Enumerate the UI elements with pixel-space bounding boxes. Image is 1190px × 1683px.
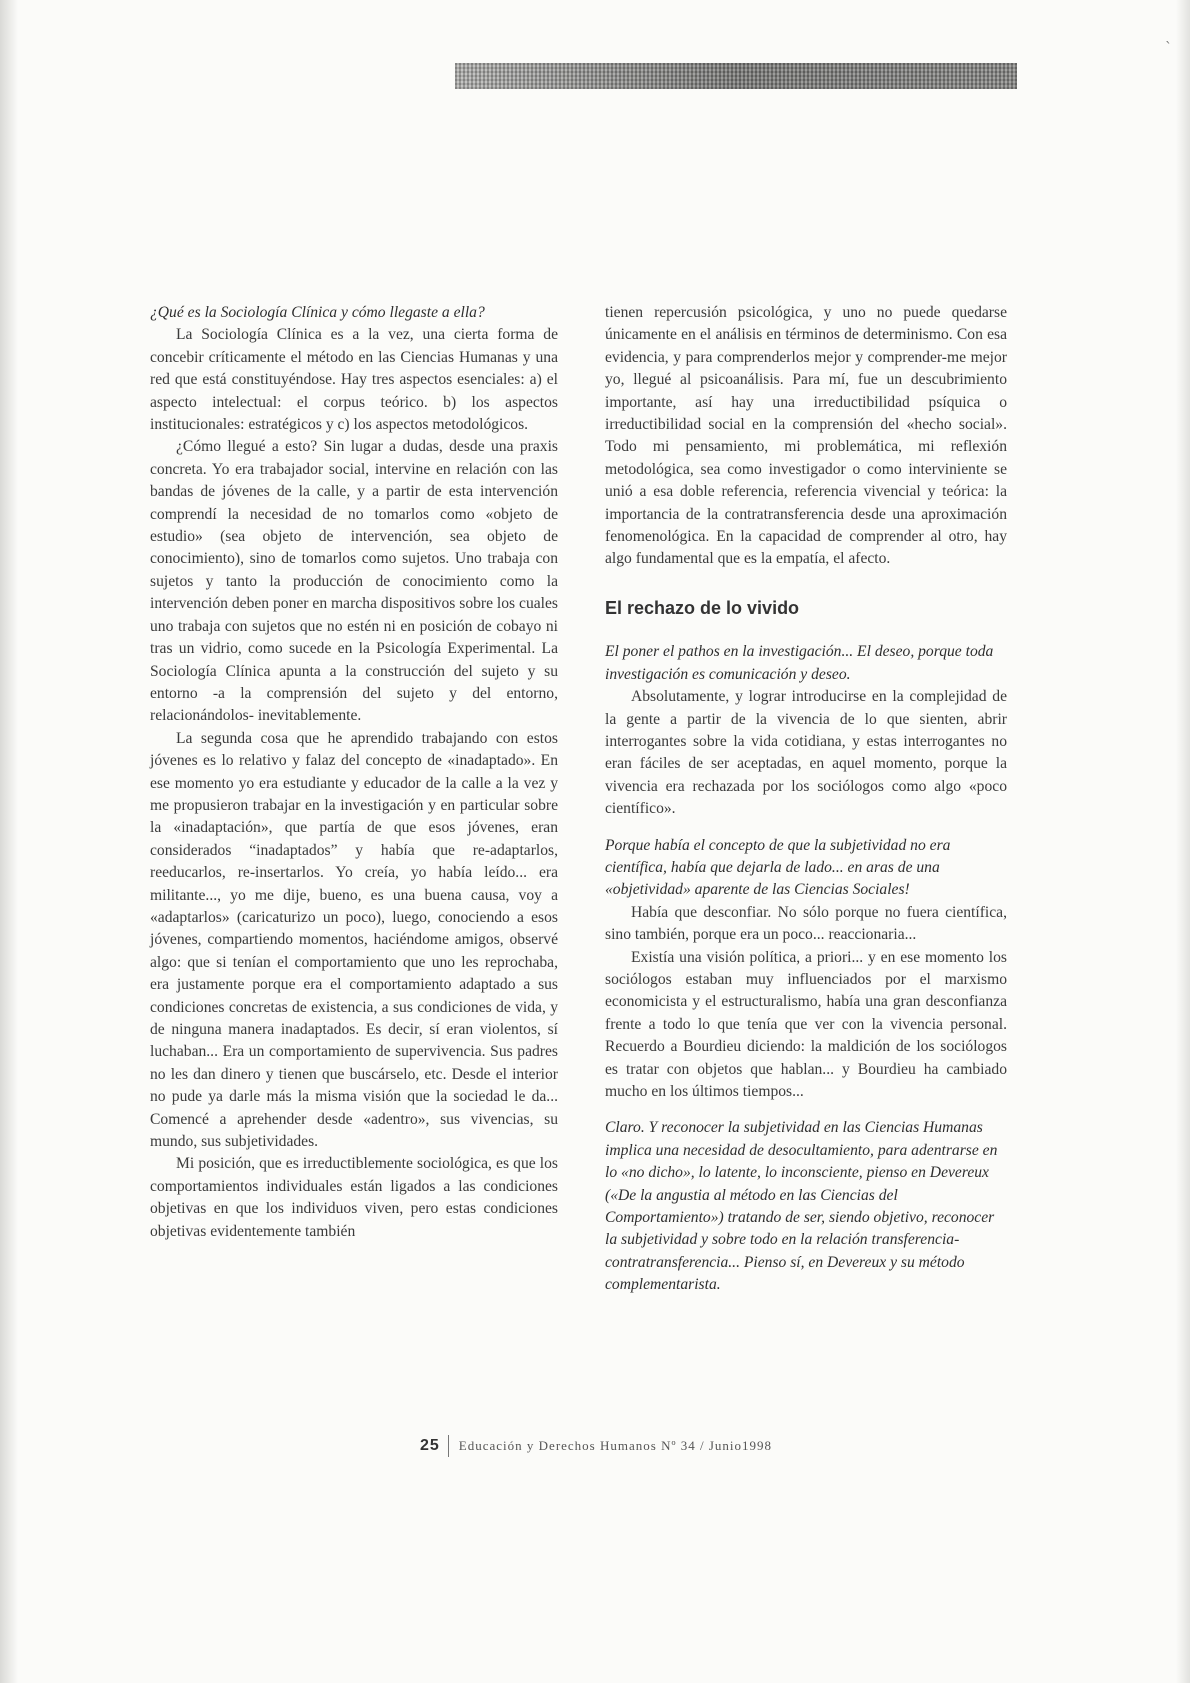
footer-divider (448, 1435, 449, 1457)
paragraph-continued: tienen repercusión psicológica, y uno no puede quedarse únicamente en el análisis en términos de determinismo. Con esa evidencia, y para comprenderlos mejor y comprender-me mejor yo, llegué al psicoanálisis. Para mí, fue un descubrimiento importante, así hay una irreductibilidad psíquica o irreductibilidad social en la comprensión del «hecho social». Todo mi pensamiento, mi problemática, mi reflexión metodológica, sea como investigador o como interviniente se unió a esa doble referencia, referencia vivencial y teórica: la importancia de la contratransferencia desde una aproximación fenomenológica. En la capacidad de comprender al otro, hay algo fundamental que es la empatía, el afecto. (605, 304, 1007, 568)
paragraph: Absolutamente, y lograr introducirse en la complejidad de la gente a partir de la vivencia de lo que sienten, abrir interrogantes sobre la vida cotidiana, y estas interrogantes no eran fáciles de ser aceptadas, en aquel momento, porque la vivencia era rechazada por los sociólogos como algo «poco científico». (605, 688, 1007, 818)
question: El poner el pathos en la investigación... El deseo, porque toda investigación es comunicación y deseo. (605, 643, 994, 683)
paragraph: Existía una visión política, a priori... y en ese momento los sociólogos estaban muy influenciados por el marxismo economicista y el estructuralismo, había una gran desconfianza frente a todo lo que tenía que ver con la vivencia personal. Recuerdo a Bourdieu diciendo: la maldición de los sociólogos es tratar con objetos que hablan... y Bourdieu ha cambiado mucho en los últimos tiempos... (605, 948, 1007, 1100)
page-number: 25 (420, 1437, 440, 1454)
left-column (150, 302, 558, 1243)
page-edge-shadow (1176, 0, 1190, 1683)
binding-shadow (0, 0, 18, 1683)
paragraph: La segunda cosa que he aprendido trabajando con estos jóvenes es lo relativo y falaz del concepto de «inadaptado». En ese momento yo era estudiante y educador de la calle a la vez y me propusieron trabajar en la investigación y en particular sobre la «inadaptación», que partía de que esos jóvenes, eran considerados “inadaptados” y había que re-adaptarlos, reeducarlos, re-insertarlos. Yo creía, yo había leído... era militante..., yo me dije, bueno, es una buena causa, voy a «adaptarlos» (caricaturizo un poco), luego, conociendo a esos jóvenes, compartiendo momentos, haciéndome amigos, observé algo: que si tenían el comportamiento que uno les reprochaba, era justamente porque era el comportamiento adaptado a sus condiciones concretas de existencia, a sus condiciones de vida, y de ninguna manera inadaptados. Es decir, sí eran violentos, sí luchaban... Era un comportamiento de supervivencia. Sus padres no les dan dinero y tienen que buscárselo, etc. Desde el interior no pude ya darle más la misma visión que la sociedad le da... Comencé a aprehender desde «adentro», sus vivencias, su mundo, sus subjetividades. (150, 729, 558, 1151)
paragraph: Mi posición, que es irreductiblemente sociológica, es que los comportamientos individuales están ligados a las condiciones objetivas en que los individuos viven, pero estas condiciones objetivas evidentemente también (150, 1155, 558, 1240)
paragraph: La Sociología Clínica es a la vez, una cierta forma de concebir críticamente el método en las Ciencias Humanas y una red que está constituyéndose. Hay tres aspectos esenciales: a) el aspecto intelectual: el corpus teórico. b) los aspectos institucionales: estratégicos y c) los aspectos metodológicos. (150, 326, 558, 434)
page-footer (420, 1435, 772, 1457)
spacer (605, 1103, 1007, 1117)
spacer (605, 821, 1007, 835)
section-heading: El rechazo de lo vivido (605, 597, 800, 618)
paragraph: Había que desconfiar. No sólo porque no fuera científica, sino también, porque era un poco... reaccionaria... (605, 903, 1007, 944)
right-column (605, 302, 1007, 1297)
question: Claro. Y reconocer la subjetividad en las Ciencias Humanas implica una necesidad de desocultamiento, para adentrarse en lo «no dicho», lo latente, lo inconsciente, pienso en Devereux («De la angustia al método en las Ciencias del Comportamiento») tratando de ser, siendo objetivo, reconocer la subjetividad y sobre todo en la relación transferencia-contratransferencia... Pienso sí, en Devereux y su método complementarista. (605, 1119, 998, 1294)
paragraph: ¿Cómo llegué a esto? Sin lugar a dudas, desde una praxis concreta. Yo era trabajador social, intervine en relación con las bandas de jóvenes de la calle, y a partir de esta intervención comprendí la necesidad de no tomarlos como «objeto de estudio» (sea objeto de intervención, sea objeto de conocimiento), sino de tomarlos como sujetos. Uno trabaja con sujetos y tanto la producción de conocimiento como la intervención deben poner en marcha dispositivos sobre los cuales uno trabaja con sujetos que no estén ni en posición de cobayo ni tras un vidrio, como sucede en la Psicología Experimental. La Sociología Clínica apunta a la construcción del sujeto y su entorno -a la comprensión del sujeto y del entorno, relacionándolos- inevitablemente. (150, 438, 558, 725)
corner-speck: ˎ (1165, 28, 1172, 44)
question: Porque había el concepto de que la subjetividad no era científica, había que dejarla de lado... en aras de una «objetividad» aparente de las Ciencias Sociales! (605, 836, 951, 899)
header-decorative-bar (455, 63, 1017, 89)
publication-info: Educación y Derechos Humanos Nº 34 / Junio1998 (458, 1438, 773, 1453)
question: ¿Qué es la Sociología Clínica y cómo llegaste a ella? (150, 304, 485, 321)
